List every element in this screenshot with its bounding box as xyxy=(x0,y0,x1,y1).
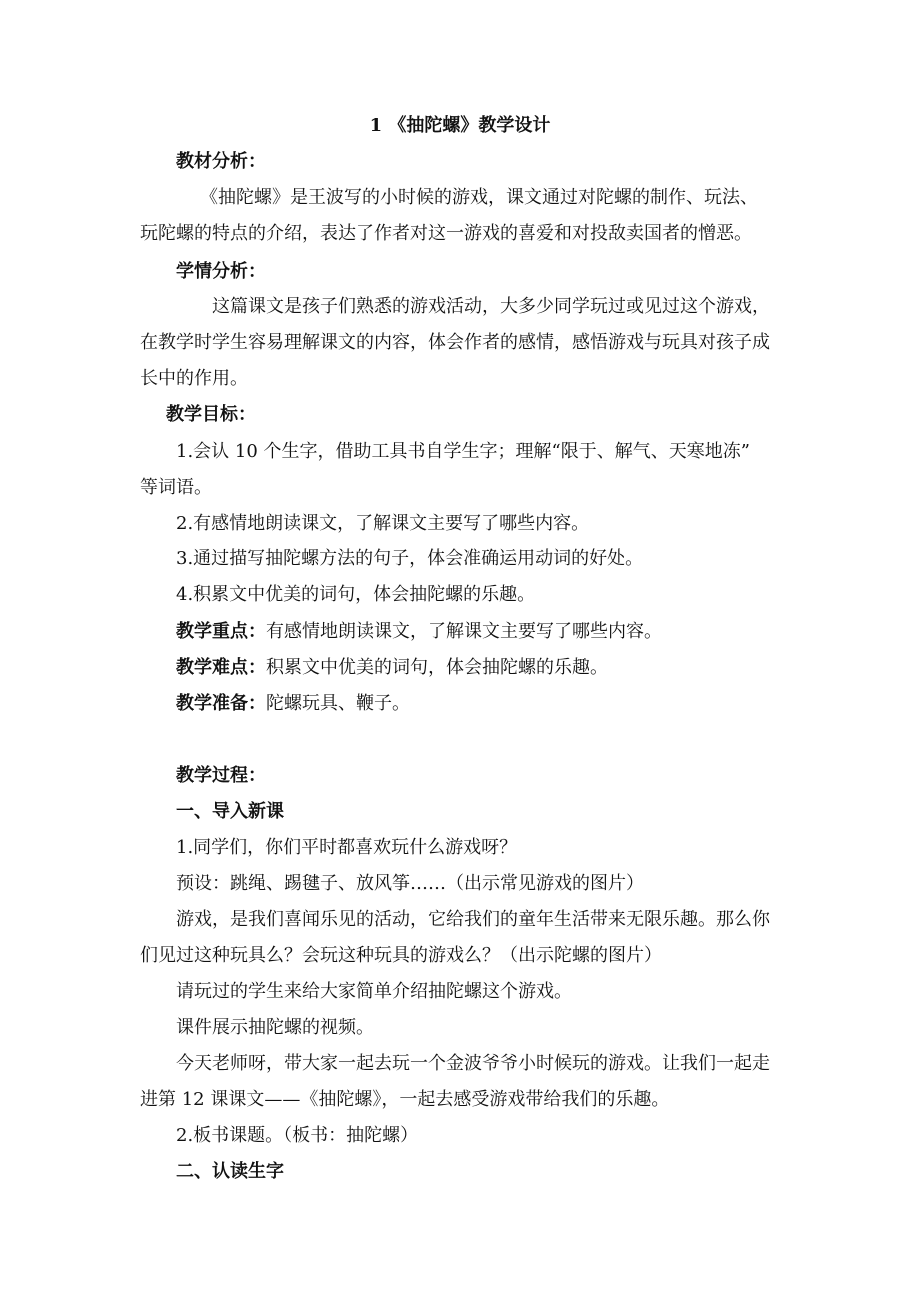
student-analysis-line-1: 这篇课文是孩子们熟悉的游戏活动，大多少同学玩过或见过这个游戏， xyxy=(212,296,770,317)
material-analysis-line-2: 玩陀螺的特点的介绍，表达了作者对这一游戏的喜爱和对投敌卖国者的憎恶。 xyxy=(140,223,752,244)
teaching-key-point xyxy=(176,620,662,644)
part-1-game-line-1: 游戏，是我们喜闻乐见的活动，它给我们的童年生活带来无限乐趣。那么你 xyxy=(176,909,770,930)
part-1-today-line-1: 今天老师呀，带大家一起去玩一个金波爷爷小时候玩的游戏。让我们一起走 xyxy=(176,1053,770,1074)
teaching-preparation xyxy=(176,692,410,716)
goal-4: 4.积累文中优美的词句，体会抽陀螺的乐趣。 xyxy=(176,584,536,605)
teaching-key-text: 有感情地朗读课文，了解课文主要写了哪些内容。 xyxy=(266,621,662,642)
teaching-process-heading: 教学过程： xyxy=(176,765,266,786)
teaching-key-label: 教学重点： xyxy=(176,621,266,642)
part-1-video: 课件展示抽陀螺的视频。 xyxy=(176,1017,374,1038)
teaching-difficulty xyxy=(176,656,608,680)
part-1-heading: 一、导入新课 xyxy=(176,801,284,822)
document-title: 1 《抽陀螺》教学设计 xyxy=(369,115,551,136)
part-1-intro: 请玩过的学生来给大家简单介绍抽陀螺这个游戏。 xyxy=(176,981,572,1002)
material-analysis-heading: 教材分析： xyxy=(176,151,266,172)
student-analysis-line-2: 在教学时学生容易理解课文的内容，体会作者的感情，感悟游戏与玩具对孩子成 xyxy=(140,332,770,353)
part-1-today-line-2: 进第 12 课课文——《抽陀螺》，一起去感受游戏带给我们的乐趣。 xyxy=(140,1089,670,1110)
part-1-game-line-2: 们见过这种玩具么？会玩这种玩具的游戏么？（出示陀螺的图片） xyxy=(140,945,662,966)
material-analysis-line-1: 《抽陀螺》是王波写的小时候的游戏，课文通过对陀螺的制作、玩法、 xyxy=(200,187,758,208)
part-1-board: 2.板书课题。（板书：抽陀螺） xyxy=(176,1125,419,1146)
goal-1-line-2: 等词语。 xyxy=(140,477,212,498)
teaching-goals-heading: 教学目标： xyxy=(166,404,256,425)
part-2-heading: 二、认读生字 xyxy=(176,1161,284,1182)
teaching-difficulty-text: 积累文中优美的词句，体会抽陀螺的乐趣。 xyxy=(266,657,608,678)
teaching-preparation-label: 教学准备： xyxy=(176,693,266,714)
student-analysis-heading: 学情分析： xyxy=(176,261,266,282)
goal-1-line-1: 1.会认 10 个生字，借助工具书自学生字；理解“限于、解气、天寒地冻” xyxy=(176,441,750,462)
teaching-preparation-text: 陀螺玩具、鞭子。 xyxy=(266,693,410,714)
part-1-question: 1.同学们，你们平时都喜欢玩什么游戏呀？ xyxy=(176,837,518,858)
student-analysis-line-3: 长中的作用。 xyxy=(140,368,248,389)
teaching-difficulty-label: 教学难点： xyxy=(176,657,266,678)
goal-3: 3.通过描写抽陀螺方法的句子，体会准确运用动词的好处。 xyxy=(176,548,644,569)
goal-2: 2.有感情地朗读课文，了解课文主要写了哪些内容。 xyxy=(176,513,590,534)
part-1-preset: 预设：跳绳、踢毽子、放风筝……（出示常见游戏的图片） xyxy=(176,873,644,894)
